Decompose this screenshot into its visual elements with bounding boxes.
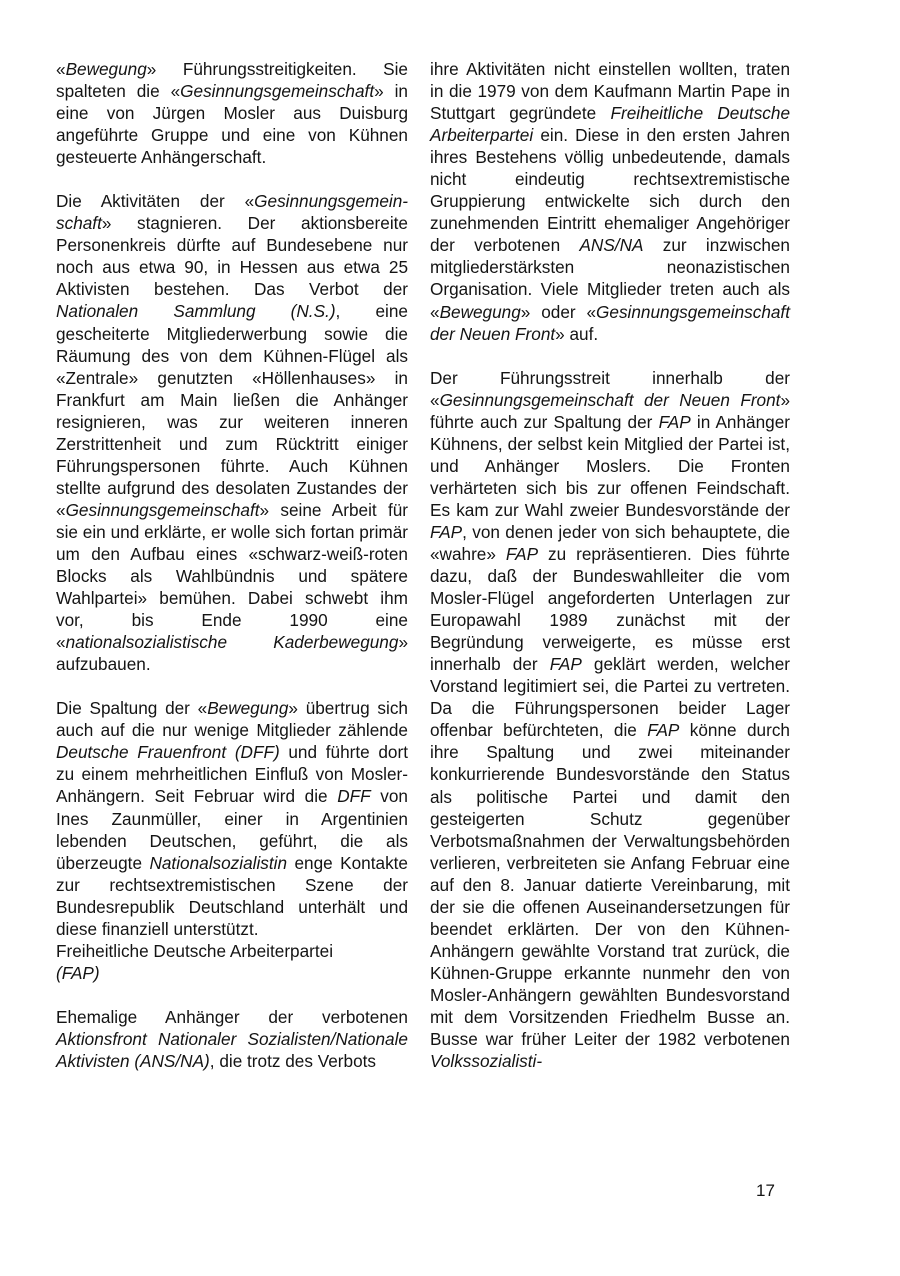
italic-text: Volkssozialisti- (430, 1051, 543, 1072)
text-run: » oder « (520, 301, 597, 322)
text-run: von Ines Zaunmüller, einer in Argentinien lebenden Deutschen, geführt, die als überzeugte (56, 786, 408, 873)
text-run: » übertrug sich auch auf die nur wenige Mitglieder zählende (56, 698, 408, 741)
page-number: 17 (756, 1181, 775, 1200)
italic-text: Gesinnungsgemeinschaft (56, 191, 408, 234)
text-run: » auf. (555, 323, 599, 344)
italic-text: Freiheitliche Deutsche Arbeiterpartei (430, 103, 790, 146)
left-column (56, 58, 408, 1072)
text-run: , von denen jeder von sich behauptete, die «wahre» (430, 521, 790, 564)
text-run: , die trotz des Verbots (209, 1050, 377, 1071)
paragraph (56, 58, 408, 168)
italic-text: Gesinnungsgemeinschaft (180, 81, 375, 102)
italic-text: FAP (430, 521, 463, 542)
text-run: » stagnieren. Der aktionsbereite Personenkreis dürfte auf Bundesebene nur noch aus etwa 90, in Hessen aus etwa 25 Aktivisten bestehen. Das Verbot der (56, 213, 408, 300)
paragraph (56, 697, 408, 940)
italic-text: Gesinnungsgemeinschaft der Neuen Front (439, 389, 781, 410)
text-run: « (56, 59, 66, 79)
text-run: könne durch ihre Spaltung und zwei miteinander konkurrierende Bundesvorstände den Status als politische Partei und damit den gesteigerten Schutz gegenüber Verbotsmaßnahmen der Verwaltungsbehörden verlieren, verbreiteten sie Anfang Februar eine auf den 8. Januar datierte Vereinbarung, mit der sie die offenen Auseinandersetzungen für beendet erklärten. Der von den Kühnen-Anhängern gewählte Vorstand trat zurück, die Kühnen-Gruppe erkannte nunmehr den von Mosler-Anhängern gewählten Bundesvorstand mit dem Vorsitzenden Friedhelm Busse an. Busse war früher Leiter der 1982 verbotenen (430, 720, 790, 1050)
text-run: ein. Diese in den ersten Jahren ihres Bestehens völlig unbedeutende, damals nicht eindeutig rechtsextremistische Gruppierung entwickelte sich durch den zunehmenden Eintritt ehemaliger Angehöriger der verbotenen (430, 125, 790, 256)
paragraph (430, 58, 790, 345)
text-run: Der Führungsstreit innerhalb der « (430, 367, 790, 410)
italic-text: Bewegung (65, 59, 147, 79)
text-run: » Führungsstreitigkeiten. Sie spalteten die « (56, 59, 408, 102)
text-run: zu repräsentieren. Dies führte dazu, daß der Bundeswahlleiter die vom Mosler-Flügel angeforderten Unterlagen zur Europawahl 1989 zunächst mit der Begründung verweigerte, es müsse erst innerhalb der (430, 543, 790, 675)
italic-text: FAP (505, 543, 539, 564)
section-heading-title: Freiheitliche Deutsche Arbeiterpartei (56, 940, 334, 961)
paragraph (430, 367, 790, 1073)
text-run: Ehemalige Anhänger der verbotenen (56, 1006, 408, 1027)
paragraph (56, 1006, 408, 1072)
italic-text: DFF (337, 786, 371, 807)
italic-text: Gesinnungsgemeinschaft der Neuen Front (430, 301, 790, 344)
text-run: » aufzubauen. (56, 632, 408, 675)
text-run: , eine gescheiterte Mitgliederwerbung sowie die Räumung des von dem Kühnen-Flügel als «Zentrale» genutzten «Höllenhauses» in Frankfurt am Main ließen die Anhänger resignieren, was zur weiteren inneren Zerstrittenheit und zum Rücktritt einiger Führungspersonen führte. Auch Kühnen stellte aufgrund des desolaten Zustandes der « (56, 301, 408, 520)
italic-text: FAP (647, 720, 680, 741)
text-run: » seine Arbeit für sie ein und erklärte, er wolle sich fortan primär um den Aufbau eines «schwarz-weiß-roten Blocks als Wahlbündnis und spätere Wahlpartei» bemühen. Dabei schwebt ihm vor, bis Ende 1990 eine « (56, 499, 408, 653)
italic-text: Aktionsfront Nationaler Sozialisten/Nationale Aktivisten (ANS/NA) (56, 1028, 408, 1071)
text-run: Die Aktivitäten der « (56, 191, 255, 212)
italic-text: Nationalen Sammlung (N.S.) (56, 301, 336, 322)
paragraph (56, 190, 408, 675)
italic-text: FAP (658, 411, 691, 432)
italic-text: FAP (549, 654, 582, 675)
text-run: enge Kontakte zur rechtsextremistischen Szene der Bundesrepublik Deutschland unterhält und diese finanziell unterstützt. (56, 852, 408, 939)
italic-text: ANS/NA (579, 235, 644, 256)
text-run: Die Spaltung der « (56, 698, 208, 719)
italic-text: Nationalsozialistin (149, 852, 288, 873)
italic-text: Deutsche Frauenfront (DFF) (56, 742, 280, 763)
text-run: ihre Aktivitäten nicht einstellen wollten, traten in die 1979 von dem Kaufmann Martin Pape in Stuttgart gegründete (430, 59, 790, 124)
italic-text: nationalsozialistische Kaderbewegung (65, 632, 399, 653)
text-run: in Anhänger Kühnens, der selbst kein Mitglied der Partei ist, und Anhänger Moslers. Die Fronten verhärteten sich bis zur offenen Feindschaft. Es kam zur Wahl zweier Bundesvorstände der (430, 411, 790, 520)
text-run: » in eine von Jürgen Mosler aus Duisburg angeführte Gruppe und eine von Kühnen gesteuerte Anhängerschaft. (56, 81, 408, 168)
section-heading (56, 940, 408, 984)
text-run: und führte dort zu einem mehrheitlichen Einfluß von Mosler-Anhängern. Seit Februar wird die (56, 742, 408, 807)
italic-text: Gesinnungsgemeinschaft (65, 499, 260, 520)
italic-text: Bewegung (439, 301, 521, 322)
right-column (430, 58, 790, 1072)
italic-text: Bewegung (207, 698, 289, 719)
text-run: geklärt werden, welcher Vorstand legitimiert sei, die Partei zu vertreten. Da die Führungspersonen beider Lager offenbar befürchteten, die (430, 654, 790, 741)
text-run: zur inzwischen mitgliederstärksten neonazistischen Organisation. Viele Mitglieder treten auch als « (430, 235, 790, 322)
section-heading-abbreviation: (FAP) (56, 962, 100, 983)
text-run: » führte auch zur Spaltung der (430, 389, 790, 432)
